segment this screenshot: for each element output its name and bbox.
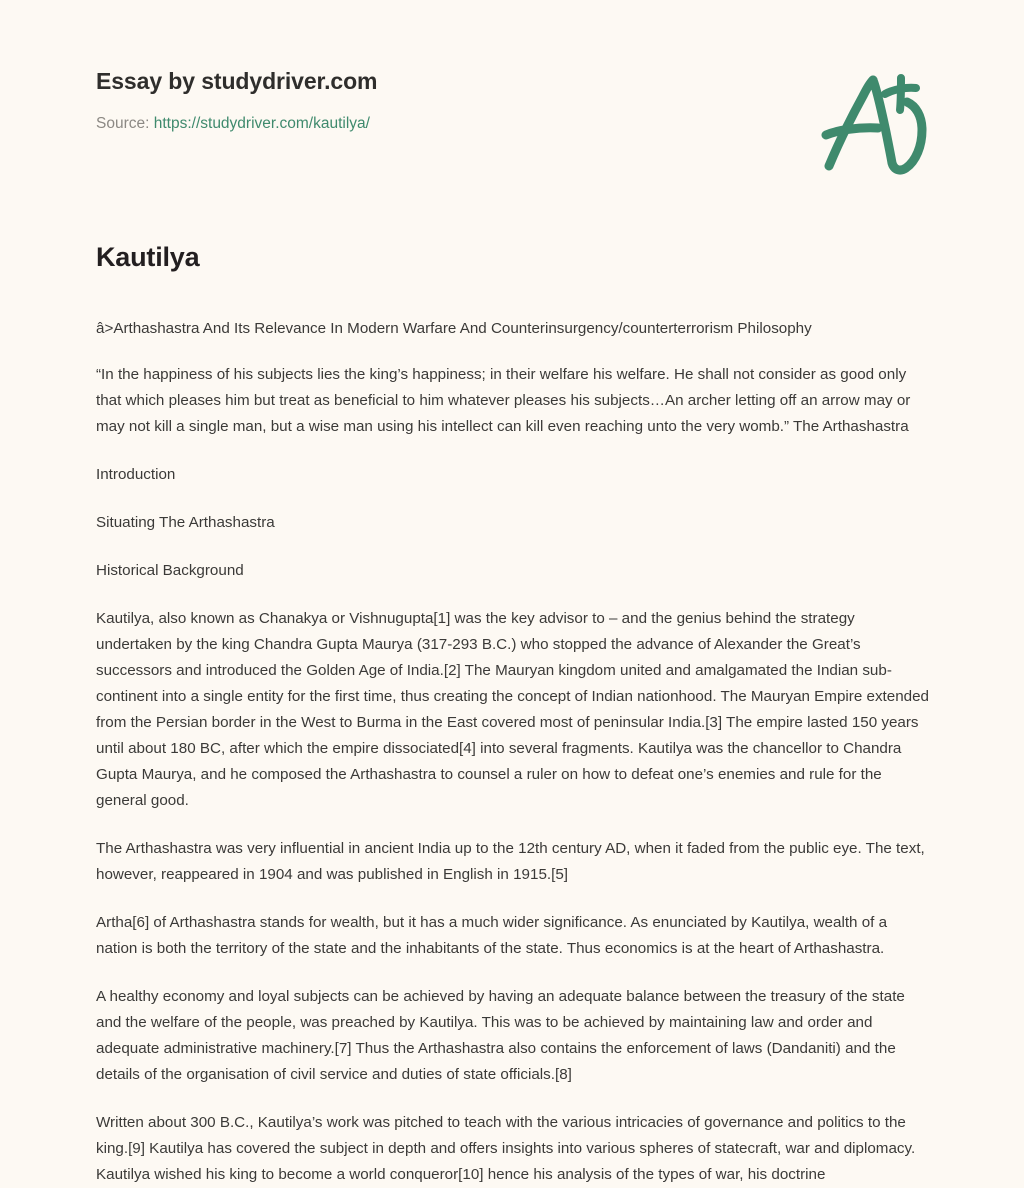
- heading-introduction: Introduction: [96, 466, 176, 483]
- a-plus-handwritten-logo-icon: [806, 58, 934, 176]
- paragraph-5: Written about 300 B.C., Kautilya’s work was pitched to teach with the various intricacies of governance and politics to the king.[9] Kautilya has covered the subject in depth and offers insights into various spheres of statecraft, war and diplomacy. Kautilya wished his king to become a world conqueror[10] hence his analysis of the types of war, his doctrine: [96, 1114, 916, 1183]
- paragraph-3: Artha[6] of Arthashastra stands for wealth, but it has a much wider significance. As enunciated by Kautilya, wealth of a nation is both the territory of the state and the inhabitants of the state. Thus economics is at the heart of Arthashastra.: [96, 914, 888, 957]
- paragraph-2: The Arthashastra was very influential in ancient India up to the 12th century AD, when it faded from the public eye. The text, however, reappeared in 1904 and was published in English in 1915.[5]: [96, 840, 925, 883]
- brand-block: [96, 66, 377, 134]
- paragraph-4: A healthy economy and loyal subjects can be achieved by having an adequate balance between the treasury of the state and the welfare of the people, was preached by Kautilya. This was to be achieved by maintaining law and order and adequate administrative machinery.[7] Thus the Arthashastra also contains the enforcement of laws (Dandaniti) and the details of the organisation of civil service and duties of state officials.[8]: [96, 988, 905, 1083]
- heading-historical-background: Historical Background: [96, 562, 244, 579]
- source-url-link[interactable]: https://studydriver.com/kautilya/: [153, 115, 370, 132]
- article-subtitle: â>Arthashastra And Its Relevance In Modern Warfare And Counterinsurgency/counterterrorism Philosophy: [96, 320, 812, 337]
- page-title: Kautilya: [96, 242, 200, 272]
- source-line: [96, 96, 377, 134]
- source-label: Source:: [96, 115, 150, 132]
- paragraph-1: Kautilya, also known as Chanakya or Vishnugupta[1] was the key advisor to – and the genius behind the strategy undertaken by the king Chandra Gupta Maurya (317-293 B.C.) who stopped the advance of Alexander the Great’s successors and introduced the Golden Age of India.[2] The Mauryan kingdom united and amalgamated the Indian sub-continent into a single entity for the first time, thus creating the concept of Indian nationhood. The Mauryan Empire extended from the Persian border in the West to Burma in the East covered most of peninsular India.[3] The empire lasted 150 years until about 180 BC, after which the empire dissociated[4] into several fragments. Kautilya was the chancellor to Chandra Gupta Maurya, and he composed the Arthashastra to counsel a ruler on how to defeat one’s enemies and rule for the general good.: [96, 610, 929, 809]
- brand-title: Essay by studydriver.com: [96, 68, 378, 94]
- article-body: [96, 240, 930, 1188]
- article-quote: “In the happiness of his subjects lies the king’s happiness; in their welfare his welfare. He shall not consider as good only that which pleases him but treat as beneficial to him whatever pleases his subjects…An archer letting off an arrow may or may not kill a single man, but a wise man using his intellect can kill even reaching unto the very womb.” The Arthashastra: [96, 366, 911, 435]
- page-header: [0, 0, 1024, 200]
- heading-situating-the-arthashastra: Situating The Arthashastra: [96, 514, 275, 531]
